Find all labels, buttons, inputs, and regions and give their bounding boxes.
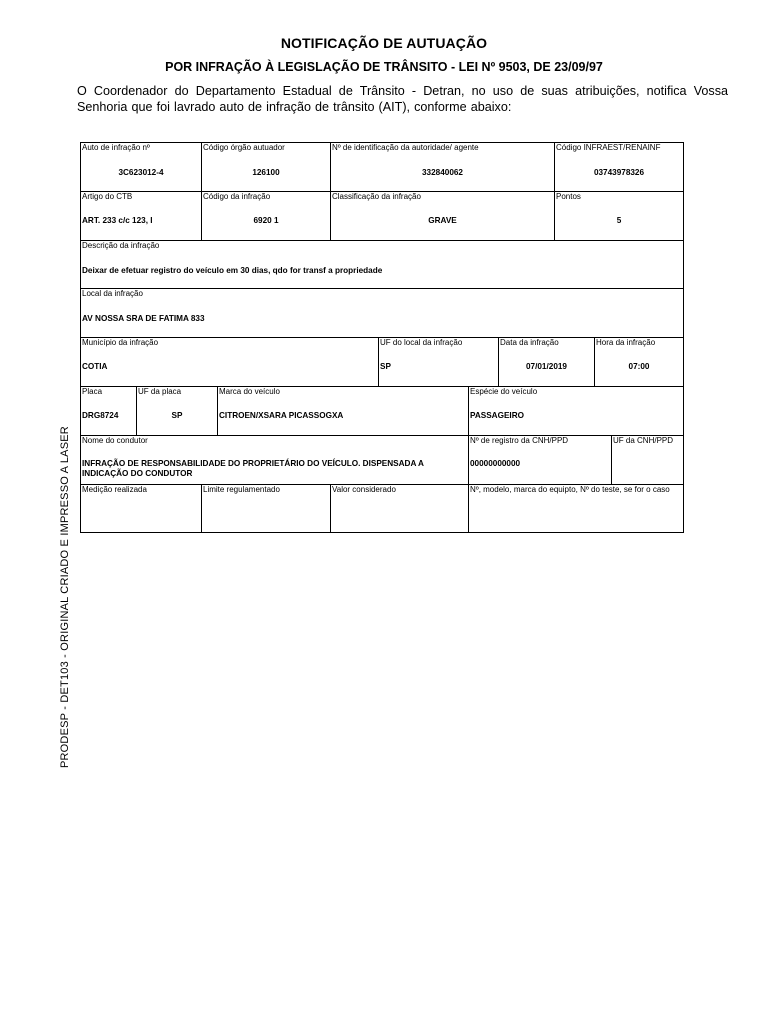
field-value: PASSAGEIRO — [470, 411, 524, 420]
field-descricao — [81, 241, 683, 288]
field-local — [81, 289, 683, 337]
field-registro-cnh — [468, 436, 611, 484]
field-label: Hora da infração — [596, 338, 656, 347]
field-label: Artigo do CTB — [82, 192, 133, 201]
field-pontos — [554, 192, 683, 240]
field-id-autoridade — [330, 143, 554, 191]
field-value: COTIA — [82, 362, 108, 371]
field-value: 5 — [616, 216, 622, 225]
field-value: SP — [171, 411, 183, 420]
field-uf-placa — [136, 387, 217, 435]
field-label: Limite regulamentado — [203, 485, 280, 494]
field-uf-cnh — [611, 436, 683, 484]
field-label: Nº de identificação da autoridade/ agente — [332, 143, 479, 152]
form-row-description — [81, 241, 683, 289]
intro-paragraph: O Coordenador do Departamento Estadual de Trânsito - Detran, no uso de suas atribuições, notifica Vossa Senhoria que foi lavrado auto de infração de trânsito (AIT), conforme abaixo: — [77, 84, 728, 114]
field-value: CITROEN/XSARA PICASSOGXA — [219, 411, 344, 420]
form-row-identification — [81, 143, 683, 192]
form-row-vehicle — [81, 387, 683, 436]
field-especie — [468, 387, 683, 435]
field-label: Marca do veículo — [219, 387, 280, 396]
field-label: UF do local da infração — [380, 338, 463, 347]
field-codigo-infracao — [201, 192, 330, 240]
field-label: Data da infração — [500, 338, 559, 347]
field-municipio — [81, 338, 378, 386]
form-row-measurement — [81, 485, 683, 532]
field-value: 03743978326 — [593, 168, 645, 177]
field-value: SP — [380, 362, 391, 371]
field-value: AV NOSSA SRA DE FATIMA 833 — [82, 314, 205, 323]
field-label: Código da infração — [203, 192, 271, 201]
field-value: ART. 233 c/c 123, I — [82, 216, 153, 225]
field-label: Auto de infração nº — [82, 143, 150, 152]
field-value: 332840062 — [422, 168, 463, 177]
field-label: UF da placa — [138, 387, 182, 396]
field-data — [498, 338, 594, 386]
field-label: Código órgão autuador — [203, 143, 285, 152]
document-title: NOTIFICAÇÃO DE AUTUAÇÃO — [280, 35, 488, 51]
field-marca — [217, 387, 468, 435]
field-medicao — [81, 485, 201, 532]
field-equipamento — [468, 485, 683, 532]
form-row-driver — [81, 436, 683, 485]
field-value: INFRAÇÃO DE RESPONSABILIDADE DO PROPRIETÁRIO DO VEÍCULO. DISPENSADA A INDICAÇÃO DO CONDUTOR — [82, 459, 424, 478]
field-codigo-orgao — [201, 143, 330, 191]
field-label: Classificação da infração — [332, 192, 421, 201]
field-placa — [81, 387, 136, 435]
form-row-classification — [81, 192, 683, 241]
field-auto-infracao — [81, 143, 201, 191]
field-hora — [594, 338, 683, 386]
field-classificacao — [330, 192, 554, 240]
field-label: Medição realizada — [82, 485, 147, 494]
field-label: Nº, modelo, marca do equipto, Nº do teste, se for o caso — [470, 485, 670, 494]
infraction-form — [80, 142, 684, 533]
form-row-place-time — [81, 338, 683, 387]
field-valor — [330, 485, 468, 532]
field-label: Valor considerado — [332, 485, 396, 494]
field-value: 3C623012-4 — [118, 168, 164, 177]
field-condutor — [81, 436, 468, 484]
form-row-location — [81, 289, 683, 338]
field-label: Nome do condutor — [82, 436, 148, 445]
field-label: Espécie do veículo — [470, 387, 538, 396]
field-artigo-ctb — [81, 192, 201, 240]
field-codigo-infraest — [554, 143, 683, 191]
field-label: Placa — [82, 387, 103, 396]
field-value: 07/01/2019 — [526, 362, 567, 371]
field-value: 6920 1 — [253, 216, 279, 225]
field-label: Código INFRAEST/RENAINF — [556, 143, 661, 152]
field-uf-local — [378, 338, 498, 386]
field-label: Pontos — [556, 192, 581, 201]
document-subtitle: POR INFRAÇÃO À LEGISLAÇÃO DE TRÂNSITO - LEI Nº 9503, DE 23/09/97 — [165, 60, 603, 74]
side-print-note: PRODESP - DET103 - ORIGINAL CRIADO E IMPRESSO A LASER — [59, 426, 71, 768]
field-value: Deixar de efetuar registro do veículo em 30 dias, qdo for transf a propriedade — [82, 266, 383, 275]
field-value: 126100 — [252, 168, 280, 177]
field-value: GRAVE — [428, 216, 457, 225]
field-label: Nº de registro da CNH/PPD — [470, 436, 569, 445]
field-label: Local da infração — [82, 289, 143, 298]
field-value: DRG8724 — [82, 411, 119, 420]
field-label: Município da infração — [82, 338, 159, 347]
field-label: UF da CNH/PPD — [613, 436, 674, 445]
field-label: Descrição da infração — [82, 241, 160, 250]
field-limite — [201, 485, 330, 532]
field-value: 07:00 — [628, 362, 650, 371]
field-value: 00000000000 — [470, 459, 521, 468]
